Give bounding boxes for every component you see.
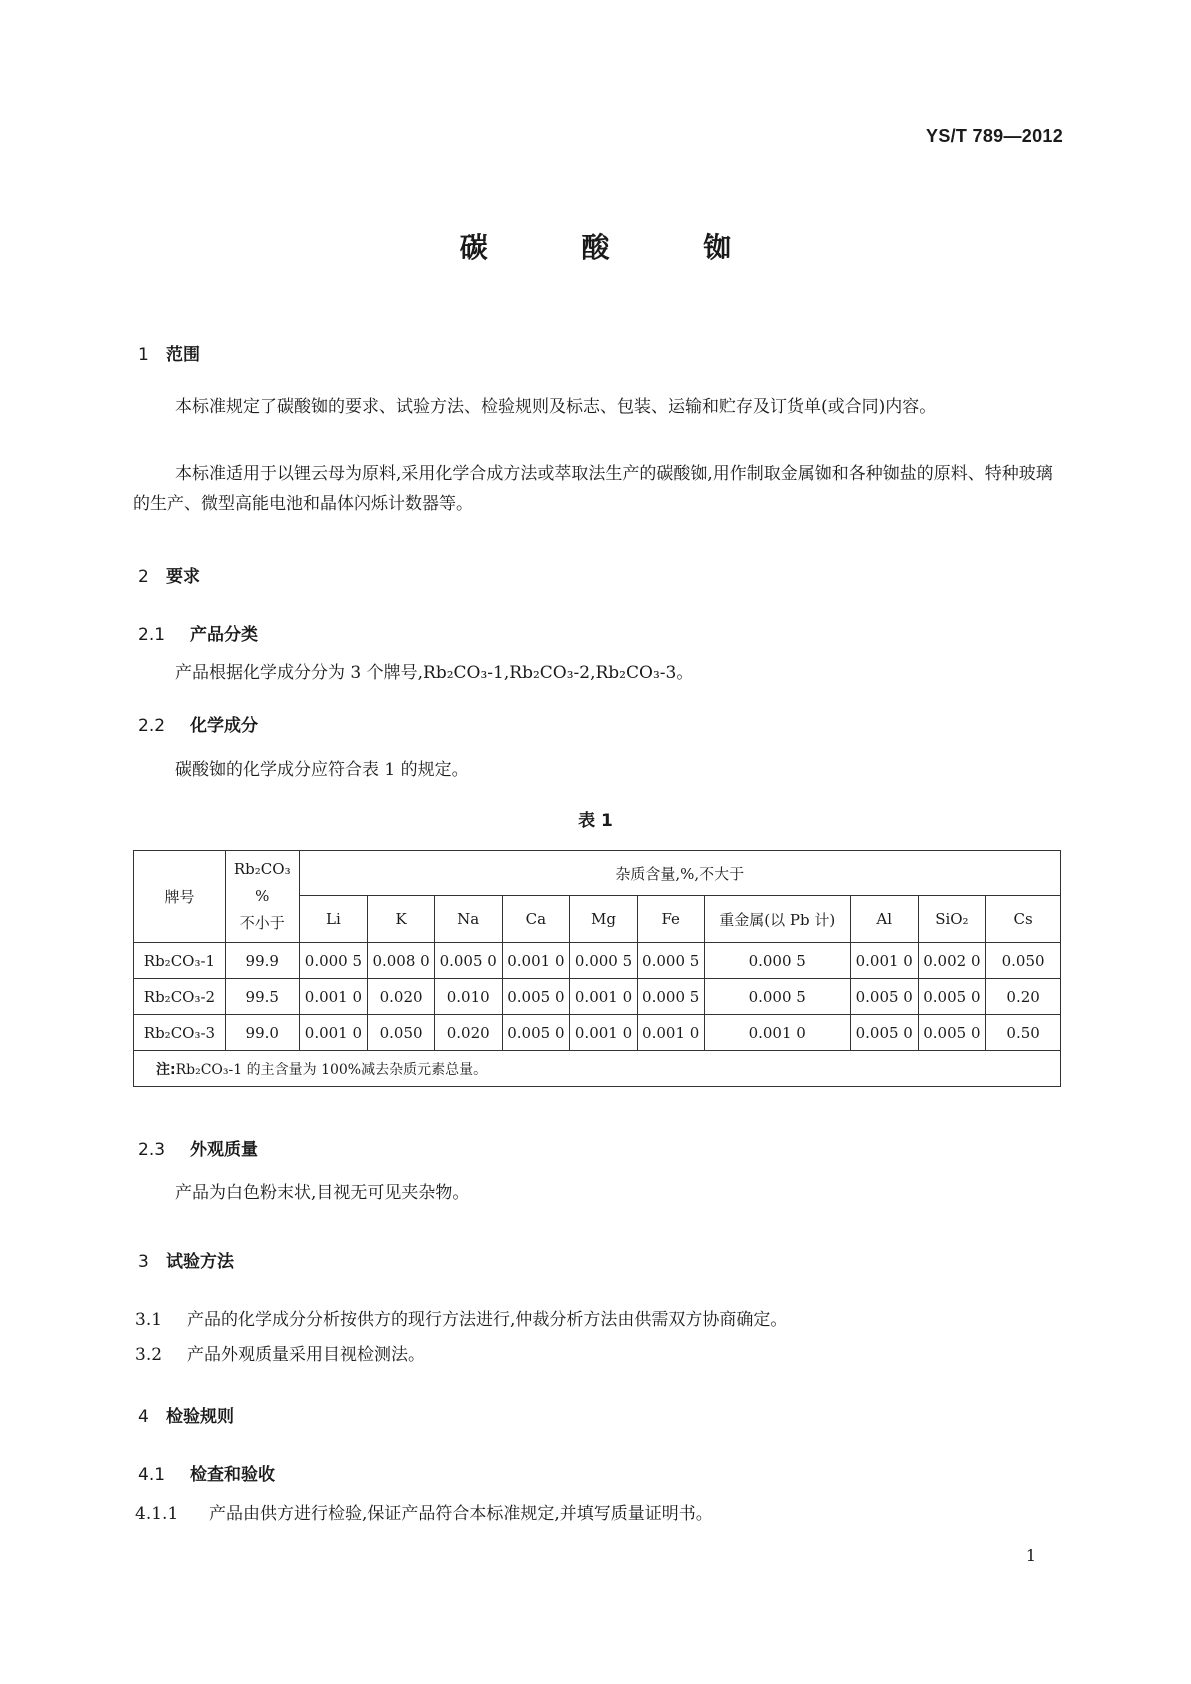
composition-table — [133, 850, 1061, 1087]
section-title: 试验方法 — [166, 1252, 234, 1272]
element-header: SiO₂ — [918, 896, 986, 943]
clause-number: 3.1 — [135, 1310, 163, 1330]
main-content-header — [225, 851, 299, 943]
table-note — [134, 1051, 1061, 1087]
section-number: 1 — [138, 345, 149, 365]
text-part: , — [590, 663, 596, 683]
section-title: 产品分类 — [190, 625, 258, 645]
note-label: 注: — [156, 1061, 176, 1078]
impurity-header: 杂质含量,%,不大于 — [299, 851, 1060, 896]
value-cell: 0.001 0 — [299, 979, 368, 1015]
grade-name: Rb₂CO₃-3 — [595, 663, 677, 683]
main-content-cell: 99.9 — [225, 943, 299, 979]
value-cell: 0.001 0 — [637, 1015, 704, 1051]
table-caption: 表 1 — [578, 811, 613, 831]
section-number: 2.3 — [138, 1140, 166, 1160]
scope-paragraph-1 — [133, 392, 1061, 422]
value-cell: 0.000 5 — [570, 943, 638, 979]
section-number: 2.1 — [138, 625, 166, 645]
section-title: 检查和验收 — [190, 1465, 275, 1485]
text-part: 产品根据化学成分分为 3 个牌号, — [175, 663, 424, 683]
value-cell: 0.000 5 — [637, 979, 704, 1015]
section-4-1-heading — [138, 1460, 275, 1485]
value-cell: 0.005 0 — [850, 1015, 918, 1051]
element-header: K — [368, 896, 435, 943]
value-cell: 0.001 0 — [704, 1015, 850, 1051]
clause-text: 产品外观质量采用目视检测法。 — [187, 1345, 425, 1365]
value-cell: 0.008 0 — [368, 943, 435, 979]
element-header: Cs — [986, 896, 1061, 943]
section-1-heading — [138, 340, 200, 365]
main-content-cell: 99.5 — [225, 979, 299, 1015]
section-number: 4.1 — [138, 1465, 166, 1485]
element-header: Al — [850, 896, 918, 943]
clause-3-1 — [135, 1305, 787, 1335]
grade-cell: Rb₂CO₃-1 — [134, 943, 226, 979]
table-header-row — [134, 851, 1061, 896]
table-note-row — [134, 1051, 1061, 1087]
value-cell: 0.001 0 — [570, 979, 638, 1015]
appearance-text: 产品为白色粉末状,目视无可见夹杂物。 — [175, 1183, 470, 1203]
value-cell: 0.020 — [368, 979, 435, 1015]
standard-code: YS/T 789—2012 — [926, 126, 1063, 146]
table-row — [134, 979, 1061, 1015]
value-cell: 0.005 0 — [502, 1015, 570, 1051]
section-title: 检验规则 — [166, 1407, 234, 1427]
clause-number: 3.2 — [135, 1345, 163, 1365]
clause-number: 4.1.1 — [135, 1504, 179, 1524]
element-header: Ca — [502, 896, 570, 943]
value-cell: 0.005 0 — [434, 943, 502, 979]
chemical-text: 碳酸铷的化学成分应符合表 1 的规定。 — [175, 760, 469, 780]
section-4-heading — [138, 1402, 234, 1427]
value-cell: 0.001 0 — [299, 1015, 368, 1051]
value-cell: 0.010 — [434, 979, 502, 1015]
section-number: 3 — [138, 1252, 149, 1272]
section-number: 4 — [138, 1407, 149, 1427]
section-number: 2.2 — [138, 716, 166, 736]
paragraph-text: 本标准适用于以锂云母为原料,采用化学合成方法或萃取法生产的碳酸铷,用作制取金属铷和各种铷盐的原料、特种玻璃的生产、微型高能电池和晶体闪烁计数器等。 — [133, 464, 1053, 514]
grade-cell: Rb₂CO₃-3 — [134, 1015, 226, 1051]
section-title: 化学成分 — [190, 716, 258, 736]
scope-paragraph-2 — [133, 459, 1061, 519]
section-2-1-heading — [138, 620, 258, 645]
value-cell: 0.005 0 — [918, 979, 986, 1015]
section-3-heading — [138, 1247, 234, 1272]
section-number: 2 — [138, 567, 149, 587]
note-text: Rb₂CO₃-1 的主含量为 100%减去杂质元素总量。 — [175, 1061, 488, 1078]
grade-header: 牌号 — [134, 851, 226, 943]
value-cell: 0.050 — [986, 943, 1061, 979]
element-header: 重金属(以 Pb 计) — [704, 896, 850, 943]
clause-text: 产品的化学成分分析按供方的现行方法进行,仲裁分析方法由供需双方协商确定。 — [187, 1310, 788, 1330]
text-part: , — [503, 663, 510, 683]
grade-name: Rb₂CO₃-1 — [423, 663, 504, 683]
element-header: Li — [299, 896, 368, 943]
clause-3-2 — [135, 1340, 425, 1370]
value-cell: 0.005 0 — [850, 979, 918, 1015]
value-cell: 0.020 — [434, 1015, 502, 1051]
main-content-cell: 99.0 — [225, 1015, 299, 1051]
page-number: 1 — [1025, 1546, 1036, 1565]
value-cell: 0.000 5 — [637, 943, 704, 979]
section-2-2-heading — [138, 711, 258, 736]
element-header: Fe — [637, 896, 704, 943]
value-cell: 0.000 5 — [704, 943, 850, 979]
value-cell: 0.001 0 — [570, 1015, 638, 1051]
section-2-heading — [138, 562, 200, 587]
main-header-formula: Rb₂CO₃ — [233, 860, 291, 878]
table-row — [134, 1015, 1061, 1051]
element-header: Na — [434, 896, 502, 943]
value-cell: 0.000 5 — [299, 943, 368, 979]
text-part: 。 — [676, 663, 694, 683]
element-header: Mg — [570, 896, 638, 943]
classification-text — [175, 658, 693, 688]
value-cell: 0.005 0 — [918, 1015, 986, 1051]
grade-name: Rb₂CO₃-2 — [509, 663, 591, 683]
document-title: 碳 酸 铷 — [459, 231, 774, 264]
section-title: 外观质量 — [190, 1140, 258, 1160]
value-cell: 0.000 5 — [704, 979, 850, 1015]
value-cell: 0.002 0 — [918, 943, 986, 979]
section-2-3-heading — [138, 1135, 258, 1160]
value-cell: 0.20 — [986, 979, 1061, 1015]
value-cell: 0.001 0 — [850, 943, 918, 979]
value-cell: 0.001 0 — [502, 943, 570, 979]
clause-text: 产品由供方进行检验,保证产品符合本标准规定,并填写质量证明书。 — [209, 1504, 713, 1524]
main-header-limit: 不小于 — [239, 914, 285, 932]
clause-4-1-1 — [135, 1499, 713, 1529]
section-title: 要求 — [166, 567, 200, 587]
section-title: 范围 — [166, 345, 200, 365]
grade-cell: Rb₂CO₃-2 — [134, 979, 226, 1015]
paragraph-text: 本标准规定了碳酸铷的要求、试验方法、检验规则及标志、包装、运输和贮存及订货单(或合同)内容。 — [175, 397, 937, 417]
value-cell: 0.005 0 — [502, 979, 570, 1015]
value-cell: 0.050 — [368, 1015, 435, 1051]
value-cell: 0.50 — [986, 1015, 1061, 1051]
main-header-unit: % — [255, 887, 270, 905]
table-row — [134, 943, 1061, 979]
